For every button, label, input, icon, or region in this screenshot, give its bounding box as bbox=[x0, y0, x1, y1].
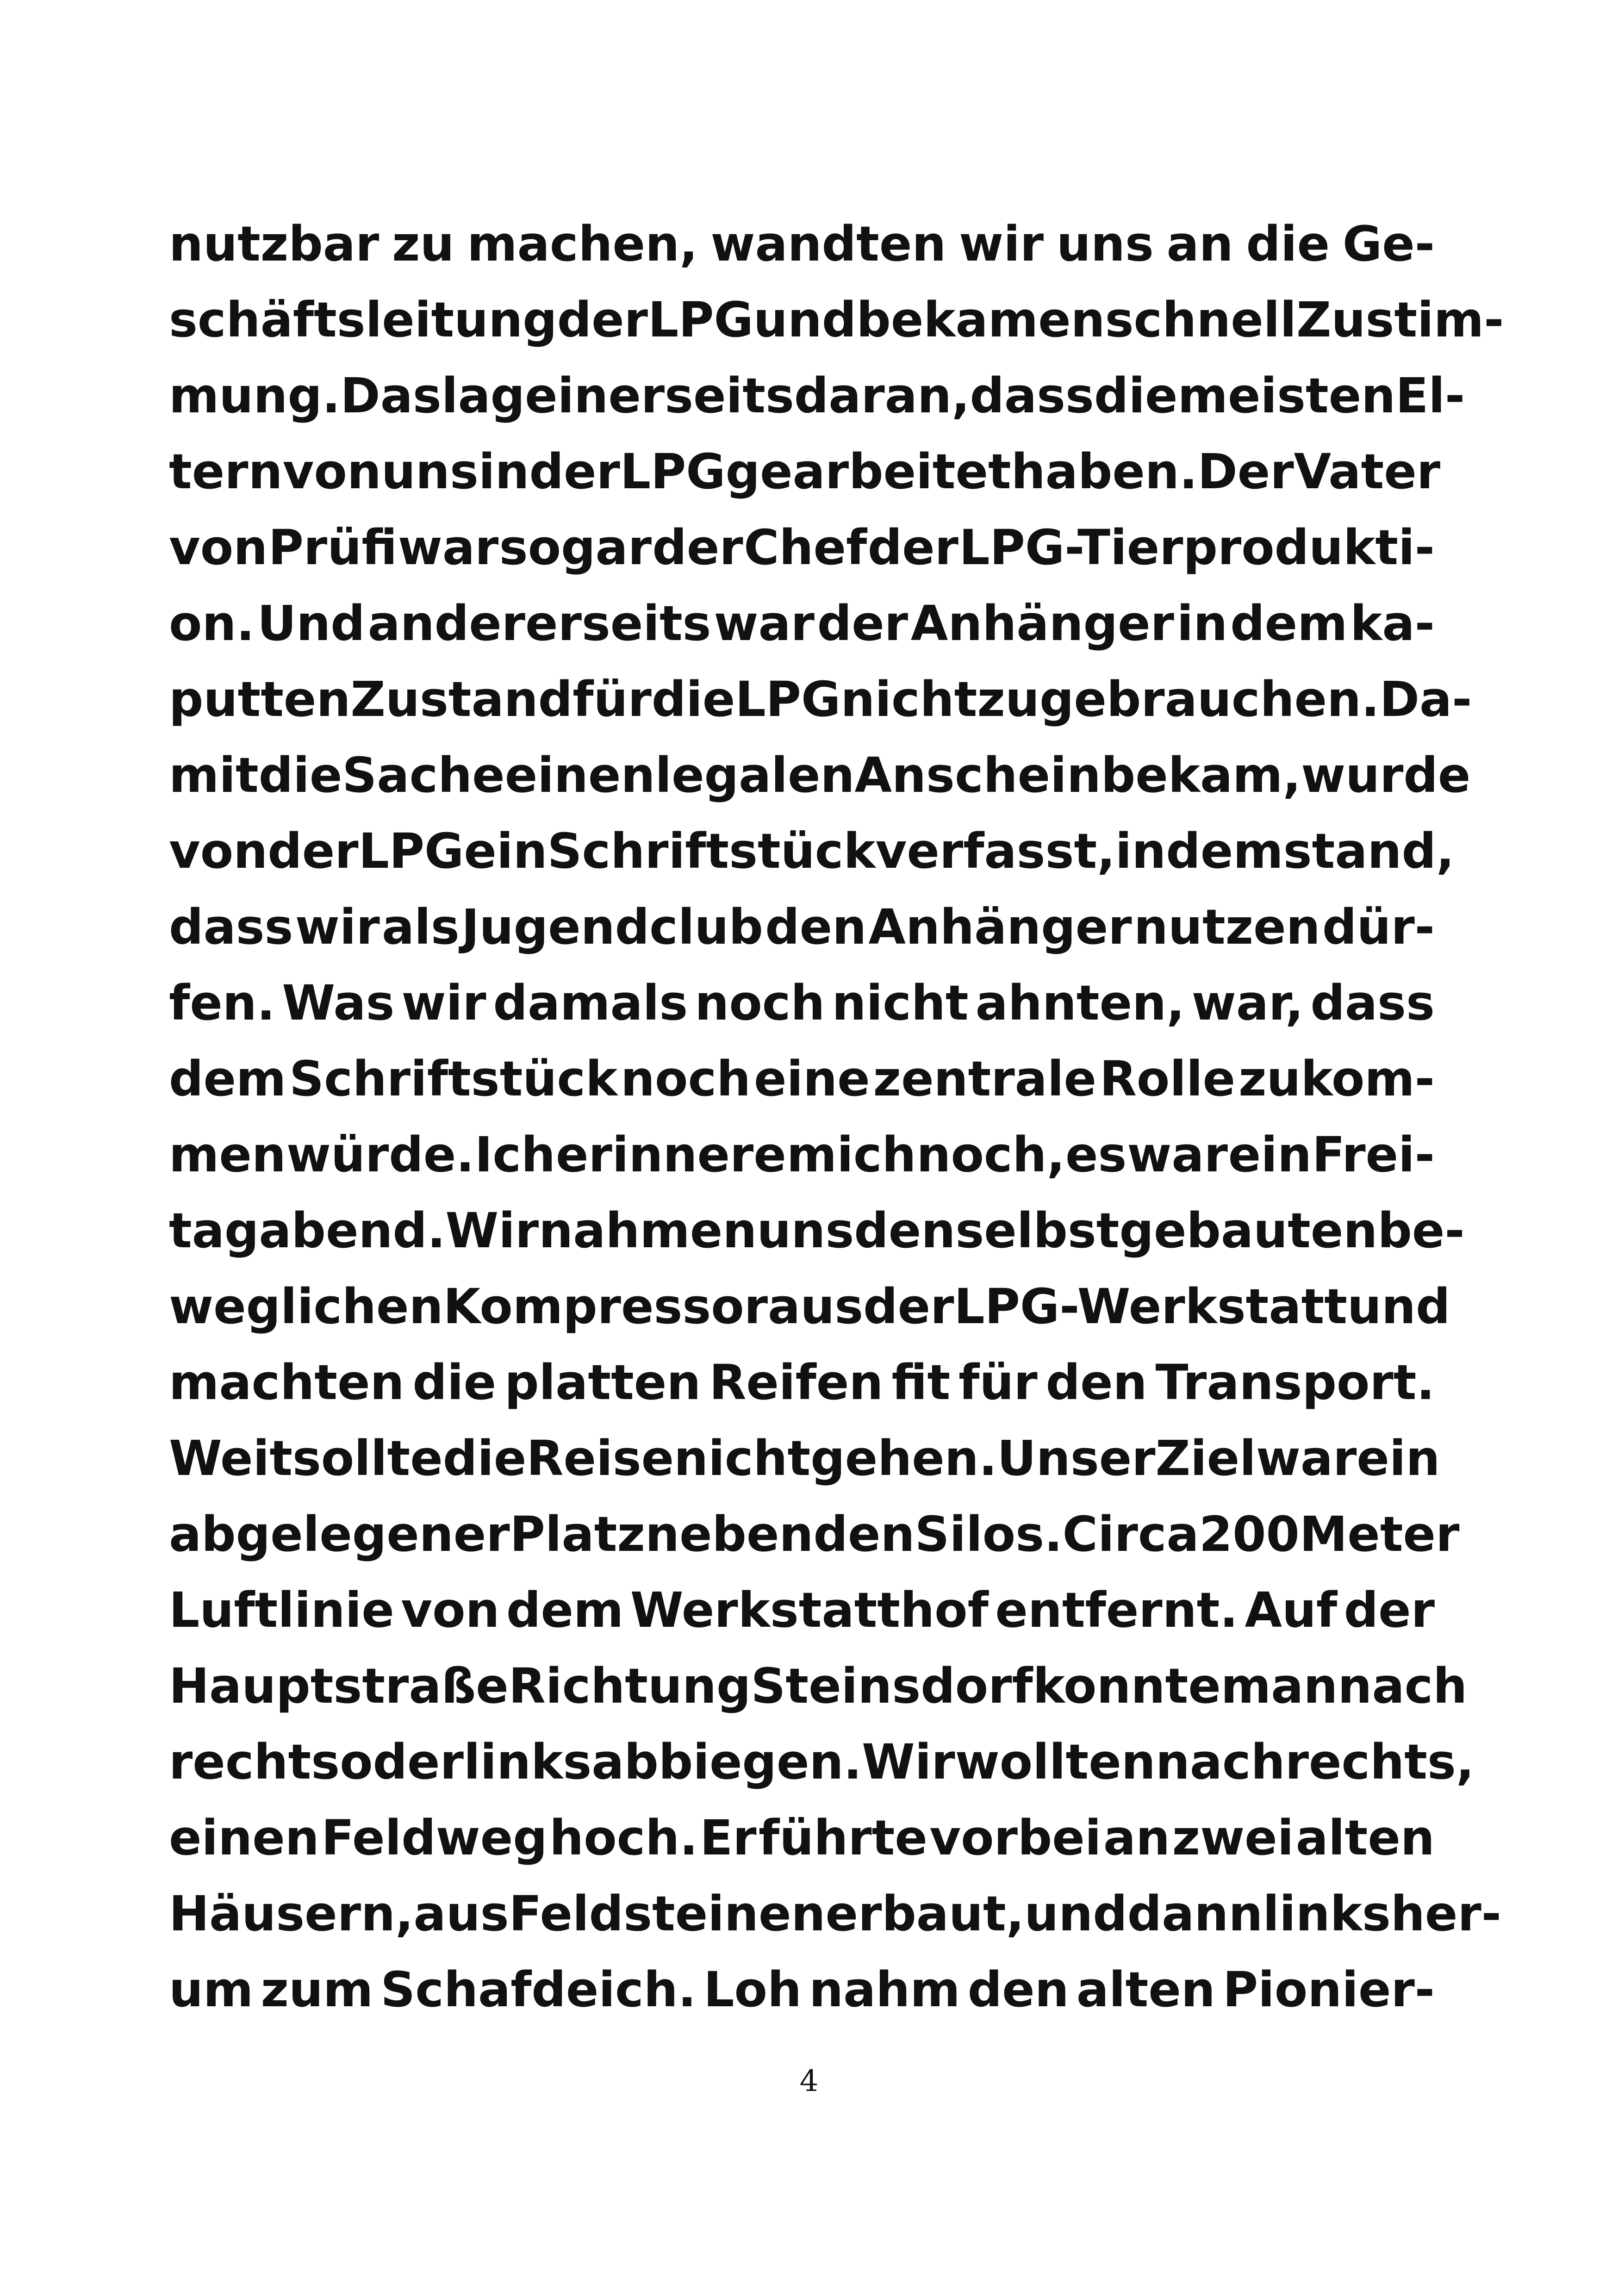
word: nicht bbox=[674, 1430, 811, 1487]
word: alten bbox=[1076, 1961, 1215, 2018]
word: dann bbox=[1127, 1885, 1263, 1942]
word: ein bbox=[1228, 1126, 1312, 1183]
word: uns bbox=[381, 443, 479, 500]
word: war bbox=[1127, 1126, 1228, 1183]
word: Was bbox=[282, 975, 395, 1031]
word: be- bbox=[1377, 1202, 1465, 1259]
word: Da- bbox=[1379, 671, 1472, 728]
word: war bbox=[398, 519, 499, 576]
word: nach bbox=[1155, 1734, 1285, 1790]
word: lag bbox=[441, 367, 525, 424]
word: der bbox=[529, 443, 620, 500]
word: erbaut, bbox=[825, 1885, 1025, 1942]
word: war bbox=[714, 595, 815, 652]
text-line bbox=[169, 1572, 1435, 1648]
word: einerseits bbox=[525, 367, 794, 424]
word: LPG-Tierprodukti- bbox=[959, 519, 1435, 576]
word: Transport. bbox=[1155, 1354, 1435, 1411]
word: eine bbox=[753, 1051, 870, 1107]
word: Schriftstück bbox=[289, 1051, 618, 1107]
word: Unser bbox=[997, 1430, 1156, 1487]
word: dem bbox=[506, 1582, 624, 1638]
word: nicht bbox=[832, 975, 969, 1031]
text-line bbox=[169, 1724, 1475, 1800]
word: den bbox=[813, 1506, 915, 1562]
word: der bbox=[557, 292, 648, 348]
word: als bbox=[381, 899, 460, 955]
text-line bbox=[169, 1420, 1440, 1496]
text-line bbox=[169, 1041, 1435, 1117]
word: wir bbox=[295, 899, 380, 955]
word: Anhänger bbox=[868, 899, 1132, 955]
word: Das bbox=[340, 367, 442, 424]
word: on. bbox=[169, 595, 255, 652]
word: machten bbox=[169, 1354, 404, 1411]
word: in bbox=[478, 443, 529, 500]
text-line bbox=[169, 1193, 1465, 1269]
text-line bbox=[169, 1496, 1460, 1572]
word: nutzen bbox=[1133, 899, 1320, 955]
word: Feldsteinen bbox=[509, 1885, 826, 1942]
word: Und bbox=[257, 595, 365, 652]
text-line bbox=[169, 813, 1455, 889]
word: Reise bbox=[526, 1430, 674, 1487]
word: Jugendclub bbox=[461, 899, 763, 955]
word: El- bbox=[1395, 367, 1465, 424]
word: oder bbox=[340, 1734, 464, 1790]
word: sogar bbox=[499, 519, 652, 576]
word: Schriftstück bbox=[547, 823, 876, 879]
word: Anhänger bbox=[910, 595, 1174, 652]
word: Zustim- bbox=[1296, 292, 1504, 348]
word: dem bbox=[169, 1051, 286, 1107]
word: Werkstatthof bbox=[630, 1582, 989, 1638]
word: Wir bbox=[445, 1202, 539, 1259]
text-line bbox=[169, 585, 1435, 661]
word: fit bbox=[891, 1354, 951, 1411]
word: Silos. bbox=[915, 1506, 1063, 1562]
word: war bbox=[1256, 1430, 1357, 1487]
word: der bbox=[863, 1278, 954, 1335]
word: Feldweg bbox=[321, 1810, 548, 1866]
word: vorbei bbox=[929, 1810, 1101, 1866]
word: platten bbox=[504, 1354, 701, 1411]
word: gebrauchen. bbox=[1039, 671, 1380, 728]
word: zentrale bbox=[873, 1051, 1097, 1107]
word: die bbox=[1246, 216, 1330, 272]
word: ahnten, bbox=[975, 975, 1185, 1031]
text-line bbox=[169, 889, 1435, 965]
word: LPG bbox=[735, 671, 841, 728]
word: tern bbox=[169, 443, 283, 500]
word: selbstgebauten bbox=[955, 1202, 1378, 1259]
word: dass bbox=[169, 899, 293, 955]
word: Sache bbox=[342, 747, 505, 803]
word: Ziel bbox=[1155, 1430, 1256, 1487]
word: von bbox=[169, 823, 268, 879]
word: einen bbox=[504, 747, 655, 803]
body-text bbox=[169, 206, 1504, 2028]
word: wir bbox=[401, 975, 486, 1031]
word: würde. bbox=[286, 1126, 474, 1183]
word: abbiegen. bbox=[591, 1734, 862, 1790]
word: abgelegener bbox=[169, 1506, 510, 1562]
word: legalen bbox=[655, 747, 855, 803]
word: fen. bbox=[169, 975, 275, 1031]
word: zukom- bbox=[1238, 1051, 1435, 1107]
text-line bbox=[169, 1117, 1435, 1193]
text-line bbox=[169, 661, 1472, 737]
word: gearbeitet bbox=[725, 443, 1011, 500]
word: Auf bbox=[1245, 1582, 1338, 1638]
page-number: 4 bbox=[799, 2064, 819, 2098]
word: Meter bbox=[1299, 1506, 1460, 1562]
word: Chef bbox=[744, 519, 867, 576]
word: 200 bbox=[1199, 1506, 1300, 1562]
word: mit bbox=[169, 747, 259, 803]
word: Pionier- bbox=[1222, 1961, 1435, 2018]
word: Ich bbox=[474, 1126, 556, 1183]
word: in bbox=[1176, 595, 1228, 652]
word: Steinsdorf bbox=[751, 1658, 1033, 1714]
word: linksher- bbox=[1263, 1885, 1501, 1942]
word: die bbox=[651, 671, 735, 728]
word: man bbox=[1220, 1658, 1338, 1714]
word: der bbox=[1344, 1582, 1435, 1638]
word: noch bbox=[620, 1051, 751, 1107]
word: alten bbox=[1295, 1810, 1435, 1866]
word: Hauptstraße bbox=[169, 1658, 509, 1714]
word: wurde bbox=[1301, 747, 1471, 803]
word: noch, bbox=[916, 1126, 1065, 1183]
word: bekamen bbox=[856, 292, 1105, 348]
text-line bbox=[169, 1800, 1435, 1876]
word: links bbox=[463, 1734, 592, 1790]
word: wir bbox=[959, 216, 1044, 272]
word: schnell bbox=[1105, 292, 1297, 348]
word: den bbox=[1045, 1354, 1147, 1411]
word: weglichen bbox=[169, 1278, 443, 1335]
word: ka- bbox=[1350, 595, 1435, 652]
word: der bbox=[817, 595, 909, 652]
word: Der bbox=[1197, 443, 1294, 500]
word: wandten bbox=[710, 216, 946, 272]
word: nahm bbox=[809, 1961, 960, 2018]
word: nach bbox=[1338, 1658, 1468, 1714]
word: Kompressor bbox=[443, 1278, 768, 1335]
word: andererseits bbox=[367, 595, 711, 652]
word: aus bbox=[413, 1885, 509, 1942]
word: dür- bbox=[1322, 899, 1435, 955]
word: die bbox=[1094, 367, 1178, 424]
word: in bbox=[1115, 823, 1166, 879]
word: für bbox=[958, 1354, 1038, 1411]
word: Weit bbox=[169, 1430, 292, 1487]
word: Reifen bbox=[709, 1354, 884, 1411]
word: erinnere bbox=[555, 1126, 786, 1183]
word: Häusern, bbox=[169, 1885, 414, 1942]
word: rechts, bbox=[1285, 1734, 1475, 1790]
word: Schafdeich. bbox=[380, 1961, 697, 2018]
word: sollte bbox=[292, 1430, 443, 1487]
word: entfernt. bbox=[995, 1582, 1238, 1638]
word: nahmen bbox=[539, 1202, 757, 1259]
word: konnte bbox=[1033, 1658, 1221, 1714]
word: den bbox=[967, 1961, 1069, 2018]
word: war, bbox=[1191, 975, 1304, 1031]
word: schäftsleitung bbox=[169, 292, 557, 348]
word: an bbox=[1166, 216, 1233, 272]
word: nutzbar bbox=[169, 216, 380, 272]
word: Wir bbox=[862, 1734, 955, 1790]
word: von bbox=[401, 1582, 500, 1638]
word: Vater bbox=[1294, 443, 1441, 500]
word: LPG bbox=[358, 823, 464, 879]
text-line bbox=[169, 434, 1441, 510]
word: nicht bbox=[840, 671, 977, 728]
word: damals bbox=[493, 975, 688, 1031]
word: einen bbox=[169, 1810, 319, 1866]
word: Loh bbox=[703, 1961, 802, 2018]
word: zum bbox=[261, 1961, 373, 2018]
word: neben bbox=[645, 1506, 814, 1562]
word: mich bbox=[786, 1126, 916, 1183]
word: um bbox=[169, 1961, 254, 2018]
word: dem bbox=[1230, 595, 1348, 652]
word: hoch. bbox=[549, 1810, 698, 1866]
word: putten bbox=[169, 671, 351, 728]
word: dass bbox=[1310, 975, 1435, 1031]
word: dass bbox=[970, 367, 1094, 424]
word: für bbox=[573, 671, 652, 728]
word: und bbox=[1347, 1278, 1450, 1335]
word: es bbox=[1065, 1126, 1127, 1183]
text-line bbox=[169, 358, 1465, 434]
word: meisten bbox=[1177, 367, 1396, 424]
word: Ge- bbox=[1342, 216, 1435, 272]
word: die bbox=[258, 747, 342, 803]
word: haben. bbox=[1011, 443, 1198, 500]
text-line bbox=[169, 1876, 1501, 1952]
text-line bbox=[169, 206, 1435, 282]
text-line bbox=[169, 1344, 1435, 1420]
word: führte bbox=[759, 1810, 927, 1866]
word: machen, bbox=[467, 216, 698, 272]
text-line bbox=[169, 1648, 1468, 1724]
text-line bbox=[169, 510, 1435, 585]
word: LPG-Werkstatt bbox=[954, 1278, 1347, 1335]
word: Er bbox=[700, 1810, 757, 1866]
word: daran, bbox=[794, 367, 970, 424]
word: von bbox=[169, 519, 268, 576]
text-line bbox=[169, 737, 1471, 813]
word: Richtung bbox=[508, 1658, 751, 1714]
word: ein bbox=[464, 823, 548, 879]
word: Circa bbox=[1062, 1506, 1199, 1562]
word: zwei bbox=[1172, 1810, 1294, 1866]
word: tagabend. bbox=[169, 1202, 446, 1259]
word: Platz bbox=[510, 1506, 645, 1562]
word: und bbox=[753, 292, 857, 348]
word: bekam, bbox=[1101, 747, 1301, 803]
word: zu bbox=[977, 671, 1039, 728]
text-line bbox=[169, 965, 1435, 1041]
word: uns bbox=[1056, 216, 1154, 272]
word: und bbox=[1024, 1885, 1127, 1942]
word: LPG bbox=[620, 443, 726, 500]
word: gehen. bbox=[810, 1430, 997, 1487]
word: men bbox=[169, 1126, 286, 1183]
text-line bbox=[169, 1952, 1435, 2028]
word: mung. bbox=[169, 367, 341, 424]
word: der bbox=[652, 519, 743, 576]
word: zu bbox=[392, 216, 454, 272]
word: LPG bbox=[647, 292, 753, 348]
word: ein bbox=[1357, 1430, 1440, 1487]
word: an bbox=[1103, 1810, 1170, 1866]
word: rechts bbox=[169, 1734, 340, 1790]
word: Anschein bbox=[854, 747, 1101, 803]
word: aus bbox=[768, 1278, 864, 1335]
word: von bbox=[282, 443, 381, 500]
word: den bbox=[854, 1202, 956, 1259]
word: den bbox=[765, 899, 867, 955]
word: Prüfi bbox=[268, 519, 398, 576]
word: die bbox=[442, 1430, 527, 1487]
word: noch bbox=[695, 975, 825, 1031]
word: dem bbox=[1166, 823, 1283, 879]
word: wollten bbox=[955, 1734, 1156, 1790]
text-line bbox=[169, 1269, 1450, 1344]
word: stand, bbox=[1283, 823, 1455, 879]
word: verfasst, bbox=[875, 823, 1115, 879]
word: der bbox=[268, 823, 359, 879]
text-line bbox=[169, 282, 1504, 358]
word: der bbox=[867, 519, 958, 576]
word: die bbox=[412, 1354, 497, 1411]
word: uns bbox=[757, 1202, 854, 1259]
word: Zustand bbox=[350, 671, 573, 728]
word: Luftlinie bbox=[169, 1582, 394, 1638]
word: Rolle bbox=[1099, 1051, 1236, 1107]
word: Frei- bbox=[1312, 1126, 1435, 1183]
